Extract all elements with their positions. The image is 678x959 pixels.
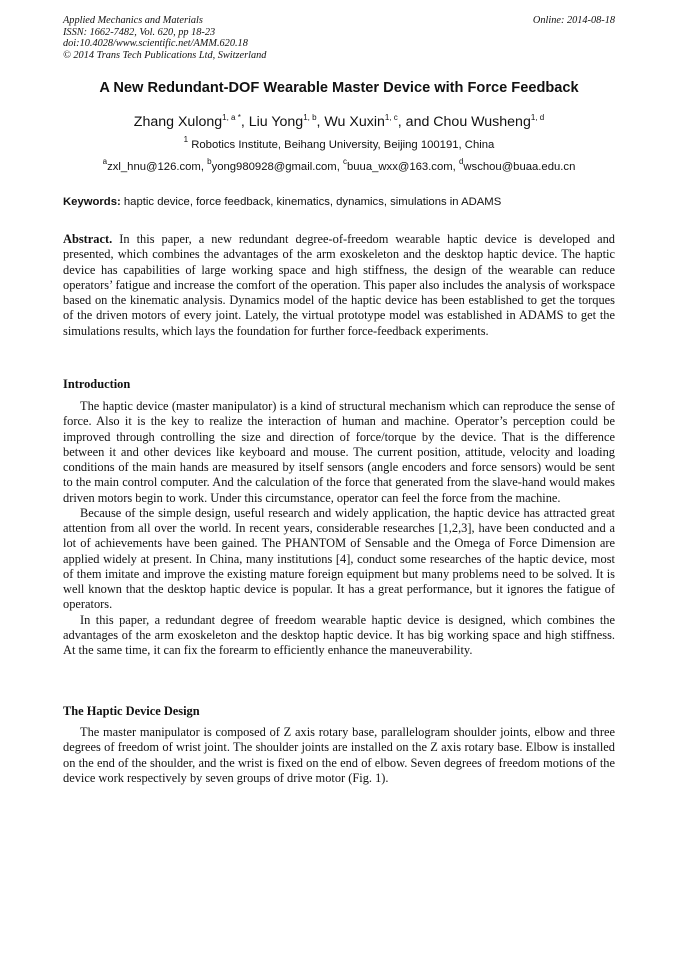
- email-mark: d: [458, 157, 464, 166]
- affiliation-text: Robotics Institute, Beihang University, Beijing 100191, China: [188, 139, 495, 151]
- abstract-label: Abstract.: [63, 232, 113, 246]
- design-body: [63, 725, 615, 786]
- author-name: Chou Wusheng: [433, 114, 531, 130]
- author-affiliation-mark: 1, a *: [222, 113, 241, 122]
- email-address: wschou@buaa.edu.cn: [463, 161, 576, 173]
- email-mark: c: [342, 157, 347, 166]
- author-affiliation-mark: 1, b: [303, 113, 317, 122]
- email-address: yong980928@gmail.com,: [211, 161, 343, 173]
- author-affiliation-mark: 1, d: [530, 113, 545, 122]
- author-name: Wu Xuxin: [324, 114, 385, 130]
- email-mark: b: [207, 157, 212, 166]
- copyright-line: © 2014 Trans Tech Publications Ltd, Switzerland: [63, 49, 267, 61]
- doi-line: doi:10.4028/www.scientific.net/AMM.620.18: [63, 38, 248, 50]
- section-heading-introduction: Introduction: [63, 377, 131, 391]
- introduction-body: [63, 399, 615, 658]
- author-separator: , and: [397, 114, 434, 130]
- publication-header: [63, 15, 615, 61]
- journal-name: Applied Mechanics and Materials: [63, 15, 203, 26]
- paragraph: The haptic device (master manipulator) is a kind of structural mechanism which can reproduce the sense of force. Also it is the key to realize the interaction of human and machine. Operator’s perception could be improved through controlling the size and direction of force/torque by the device. That is the difference between it and other devices like keyboard and mouse. The current position, attitude, velocity and loading conditions of the main hands are measured by itself sensors (angle encoders and force sensors) would be sent to the main control computer. And the calculation of the force that generated from the slave-hand would makes driven motors begin to work. Under this circumstance, operator can feel the force from the machine.: [63, 399, 615, 505]
- issn-line: ISSN: 1662-7482, Vol. 620, pp 18-23: [63, 26, 216, 38]
- author-separator: ,: [240, 114, 249, 130]
- paragraph: Because of the simple design, useful research and widely application, the haptic device has attracted great attention from all over the world. In recent years, considerable researches [1,2,3], have been conducted and a lot of achievements have been gained. The PHANTOM of Sensable and the Omega of Force Dimension are applied widely at present. In China, many institutions [4], conduct some researches of the haptic device, most of them imitate and improve the existing mature foreign equipment but many problems need to be solved. It is well known that the desktop haptic device is popular. It has a great performance, but it ignores the fatigue of operators.: [63, 505, 615, 612]
- section-heading-haptic-device-design: The Haptic Device Design: [63, 704, 200, 718]
- online-date: Online: 2014-08-18: [532, 15, 615, 26]
- author-affiliation-mark: 1, c: [384, 113, 398, 122]
- abstract: [63, 232, 615, 339]
- affiliation: [0, 135, 678, 151]
- affiliation-mark: 1: [183, 135, 189, 144]
- author-name: Liu Yong: [248, 114, 304, 130]
- paper-title: A New Redundant-DOF Wearable Master Device with Force Feedback: [99, 80, 579, 96]
- email-mark: a: [102, 157, 108, 166]
- keywords-label: Keywords:: [63, 196, 121, 208]
- abstract-text: In this paper, a new redundant degree-of-freedom wearable haptic device is developed and presented, which combines the advantages of the arm exoskeleton and the desktop haptic device. The haptic device has capabilities of large working space and high stiffness, the design of the wearable can reduce operators’ fatigue and increase the comfort of the operation. This paper also includes the analysis of workspace based on the kinematic analysis. Dynamics model of the haptic device has been established to get the torques of the driven motors of every joint. Lately, the virtual prototype model was established in ADAMS to get the simulations results, which lays the foundation for further force-feedback experiments.: [63, 232, 615, 338]
- email-address: zxl_hnu@126.com,: [107, 161, 208, 173]
- keywords-text: haptic device, force feedback, kinematics, dynamics, simulations in ADAMS: [120, 196, 502, 208]
- author-name: Zhang Xulong: [133, 114, 223, 130]
- author-list: [0, 114, 678, 130]
- email-address: buua_wxx@163.com,: [346, 161, 459, 173]
- email-list: [0, 157, 678, 173]
- paragraph: The master manipulator is composed of Z axis rotary base, parallelogram shoulder joints, elbow and three degrees of freedom of wrist joint. The shoulder joints are installed on the Z axis rotary base. Elbow is installed on the end of the shoulder, and the wrist is fixed on the end of elbow. Seven degrees of freedom motions of the device work respectively by seven groups of drive motor (Fig. 1).: [63, 725, 615, 785]
- keywords: [63, 196, 615, 208]
- author-separator: ,: [316, 114, 325, 130]
- paragraph: In this paper, a redundant degree of freedom wearable haptic device is designed, which combines the advantages of the arm exoskeleton and the desktop haptic device. It has big working space and high stiffness. At the same time, it can fix the forearm to efficiently enhance the maneuverability.: [63, 612, 615, 657]
